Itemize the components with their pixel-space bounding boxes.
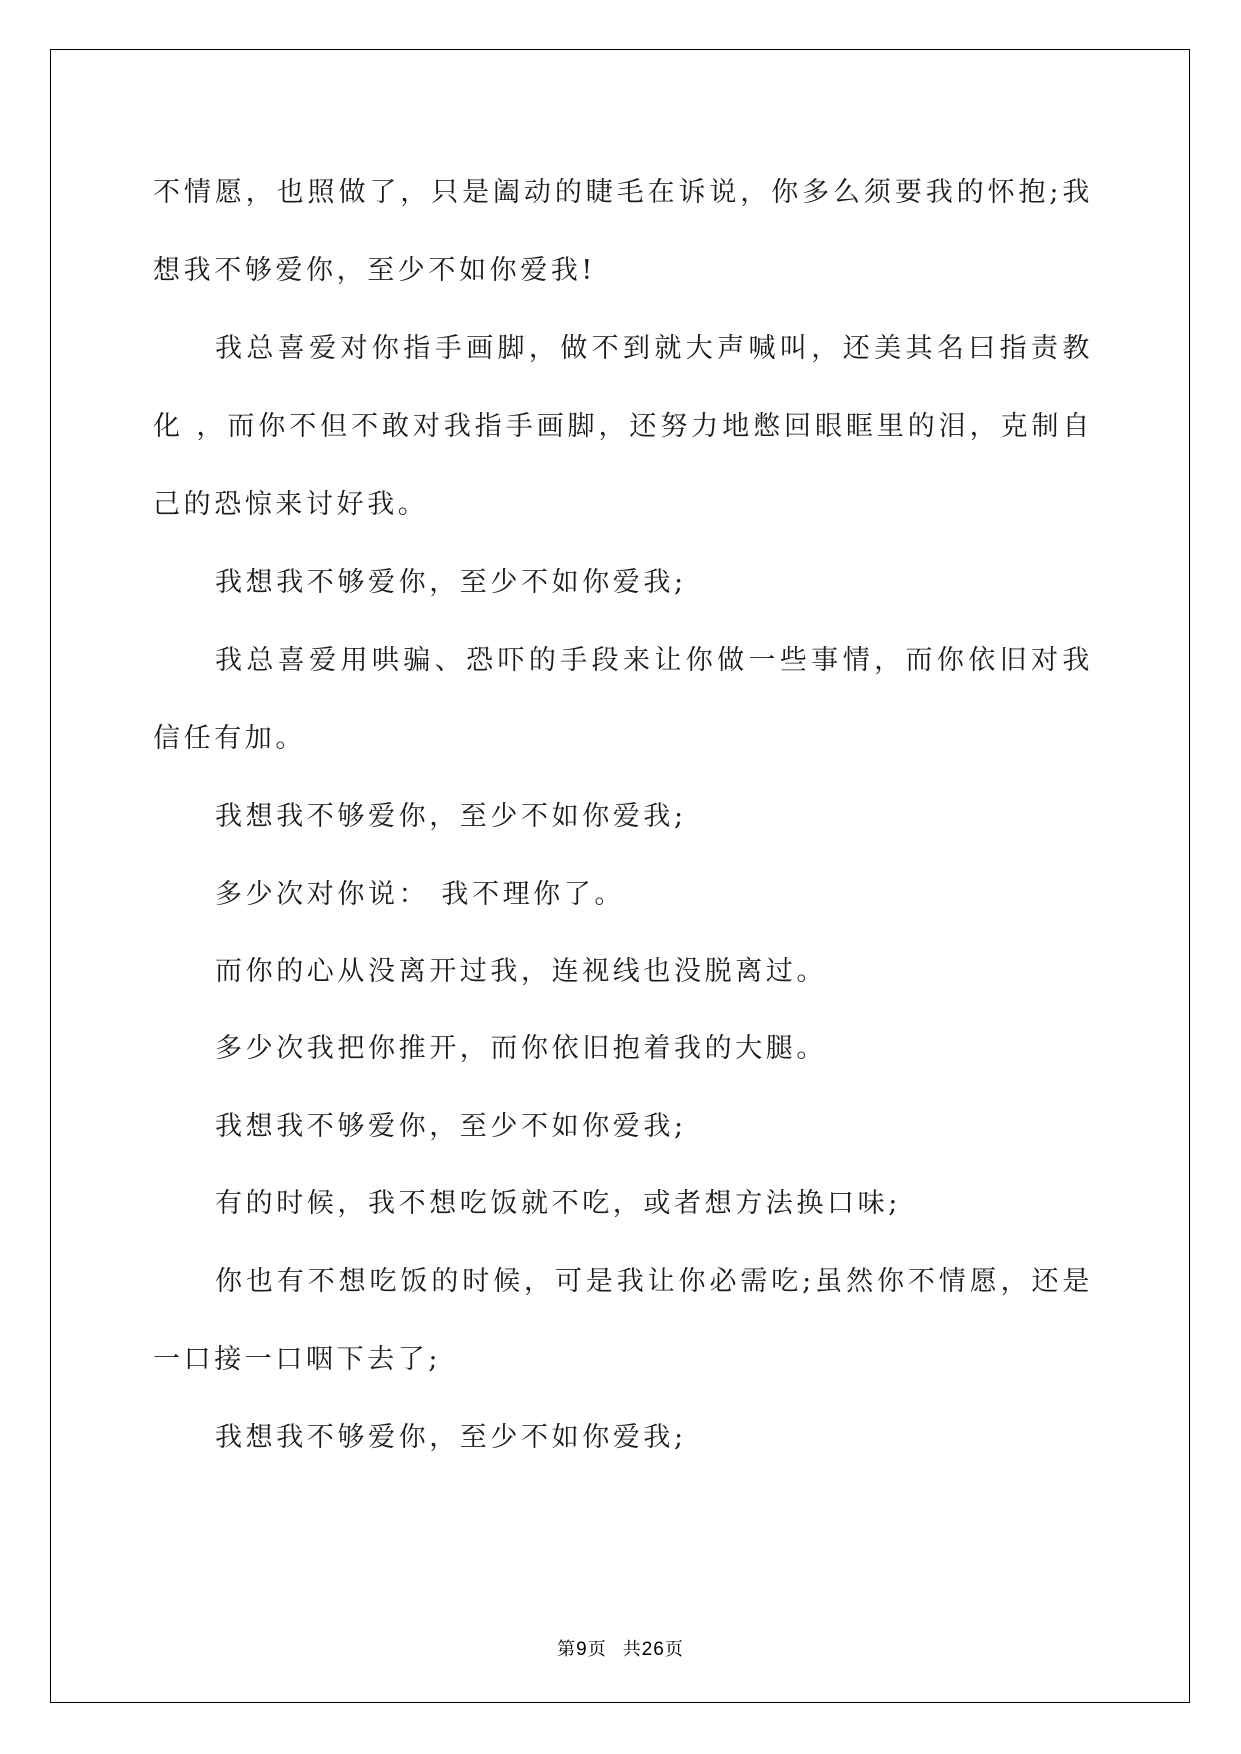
paragraph-3: 我想我不够爱你，至少不如你爱我; (215, 567, 687, 598)
paragraph-12: 我想我不够爱你，至少不如你爱我; (215, 1422, 687, 1453)
page-number-unit: 页 (587, 1639, 607, 1659)
paragraph-11: 你也有不想吃饭的时候，可是我让你必需吃;虽然你不情愿，还是一口接一口咽下去了; (153, 1266, 1093, 1375)
total-pages-prefix: 共 (622, 1639, 642, 1659)
paragraph-8: 多少次我把你推开，而你依旧抱着我的大腿。 (215, 1033, 827, 1064)
paragraph-4: 我总喜爱用哄骗、恐吓的手段来让你做一些事情，而你依旧对我信任有加。 (153, 645, 1093, 754)
paragraph-7: 而你的心从没离开过我，连视线也没脱离过。 (215, 956, 827, 987)
page-number-prefix: 第 (557, 1639, 577, 1659)
paragraph-5: 我想我不够爱你，至少不如你爱我; (215, 801, 687, 832)
paragraph-6: 多少次对你说： 我不理你了。 (215, 879, 625, 910)
total-pages-number: 26 (641, 1639, 665, 1660)
document-body (153, 154, 1093, 1477)
current-page-number: 9 (576, 1639, 588, 1660)
total-pages-unit: 页 (664, 1639, 684, 1659)
page-footer (0, 1635, 1241, 1661)
paragraph-9: 我想我不够爱你，至少不如你爱我; (215, 1111, 687, 1142)
paragraph-2: 我总喜爱对你指手画脚，做不到就大声喊叫，还美其名曰指责教化 ，而你不但不敢对我指手画脚，还努力地憋回眼眶里的泪，克制自己的恐惊来讨好我。 (153, 333, 1093, 520)
paragraph-10: 有的时候，我不想吃饭就不吃，或者想方法换口味; (215, 1188, 901, 1219)
paragraph-1: 不情愿，也照做了，只是阖动的睫毛在诉说，你多么须要我的怀抱;我想我不够爱你，至少不如你爱我! (153, 177, 1093, 286)
